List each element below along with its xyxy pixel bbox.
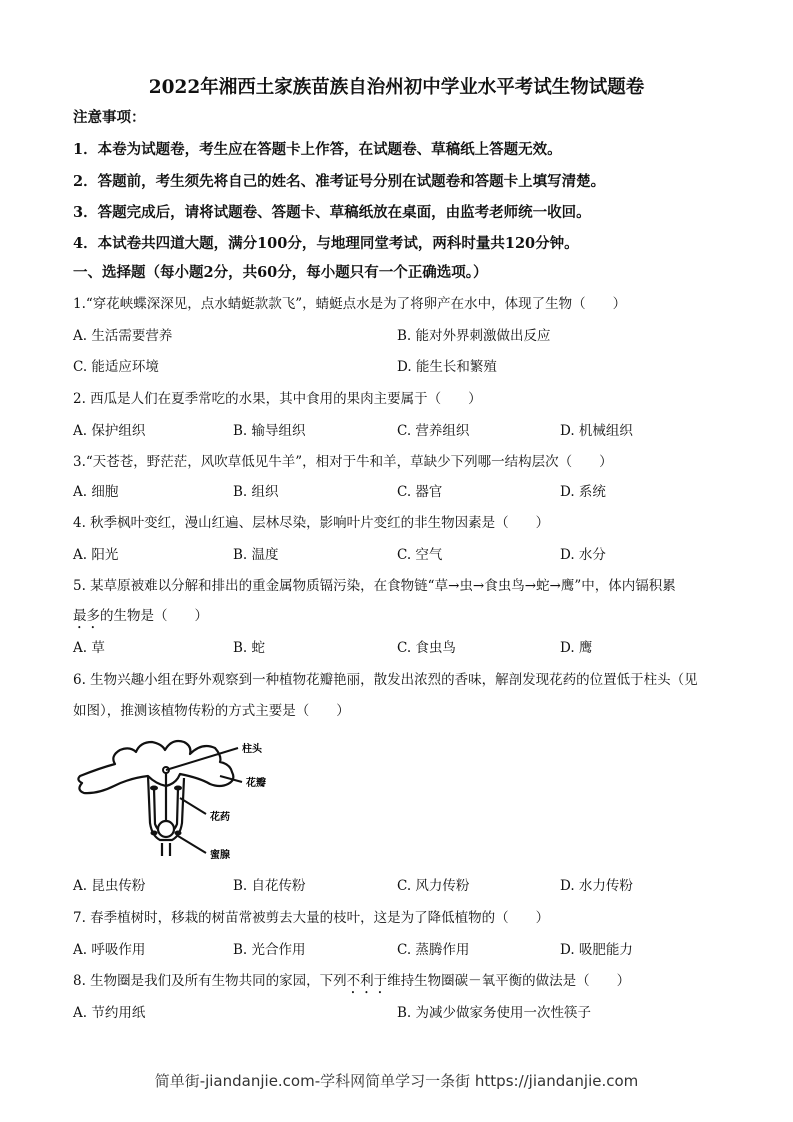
option-b: B. 输导组织 — [233, 423, 306, 439]
option-c: C. 风力传粉 — [397, 878, 470, 894]
flower-diagram — [70, 728, 295, 868]
option-b: B. 组织 — [233, 484, 279, 500]
option-a: A. 阳光 — [73, 547, 119, 563]
notice-heading: 注意事项： — [73, 109, 146, 126]
option-a: A. 呼吸作用 — [73, 942, 146, 958]
question-stem: 5. 某草原被难以分解和排出的重金属物质镉污染，在食物链“草→虫→食虫鸟→蛇→鹰”中，体内镉积累 — [73, 578, 676, 594]
option-d: D. 能生长和繁殖 — [397, 359, 497, 375]
label-petal: 花瓣 — [246, 778, 266, 789]
option-a: A. 昆虫传粉 — [73, 878, 146, 894]
option-c: C. 能适应环境 — [73, 359, 159, 375]
stem-rest: 维持生物圈碳－氧平衡的做法是（ ） — [387, 973, 631, 989]
option-d: D. 鹰 — [560, 640, 593, 656]
option-a: A. 细胞 — [73, 484, 119, 500]
option-a: A. 草 — [73, 640, 105, 656]
option-a: A. 生活需要营养 — [73, 328, 173, 344]
option-c: C. 空气 — [397, 547, 443, 563]
notice-item: 1．本卷为试题卷，考生应在答题卡上作答，在试题卷、草稿纸上答题无效。 — [73, 141, 562, 158]
question-stem: 4. 秋季枫叶变红，漫山红遍、层林尽染，影响叶片变红的非生物因素是（ ） — [73, 515, 550, 531]
notice-item: 2．答题前，考生须先将自己的姓名、准考证号分别在试题卷和答题卡上填写清楚。 — [73, 173, 606, 190]
question-stem: 1.“穿花峡蝶深深见，点水蜻蜓款款飞”，蜻蜓点水是为了将卵产在水中，体现了生物（ ） — [73, 296, 627, 312]
option-b: B. 为减少做家务使用一次性筷子 — [397, 1005, 592, 1021]
option-d: D. 机械组织 — [560, 423, 633, 439]
option-b: B. 蛇 — [233, 640, 266, 656]
question-stem: 6. 生物兴趣小组在野外观察到一种植物花瓣艳丽，散发出浓烈的香味，解剖发现花药的位置低于柱头（见 — [73, 672, 698, 688]
question-stem: 2. 西瓜是人们在夏季常吃的水果，其中食用的果肉主要属于（ ） — [73, 391, 482, 407]
question-stem: 7. 春季植树时，移栽的树苗常被剪去大量的枝叶，这是为了降低植物的（ ） — [73, 910, 550, 926]
question-stem-continued: 如图），推测该植物传粉的方式主要是（ ） — [73, 703, 350, 719]
stem-start: 8. 生物圈是我们及所有生物共同的家园，下列 — [73, 973, 347, 989]
option-b: B. 自花传粉 — [233, 878, 306, 894]
option-b: B. 能对外界刺激做出反应 — [397, 328, 551, 344]
section-heading: 一、选择题（每小题2分，共60分，每小题只有一个正确选项。） — [73, 264, 488, 281]
option-b: B. 温度 — [233, 547, 279, 563]
option-c: C. 蒸腾作用 — [397, 942, 470, 958]
option-c: C. 营养组织 — [397, 423, 470, 439]
option-d: D. 水分 — [560, 547, 606, 563]
question-stem — [73, 971, 630, 997]
label-anther: 花药 — [210, 812, 230, 823]
option-a: A. 保护组织 — [73, 423, 146, 439]
page-title: 2022年湘西土家族苗族自治州初中学业水平考试生物试题卷 — [148, 77, 645, 98]
option-b: B. 光合作用 — [233, 942, 306, 958]
notice-item: 4．本试卷共四道大题，满分100分，与地理同堂考试，两科时量共120分钟。 — [73, 235, 579, 252]
emphasis-text: 最多 — [73, 608, 100, 624]
question-stem-continued — [73, 606, 208, 632]
question-stem: 3.“天苍苍，野茫茫，风吹草低见牛羊”，相对于牛和羊，草缺少下列哪一结构层次（ ） — [73, 454, 613, 470]
footer-watermark: 简单街-jiandanjie.com-学科网简单学习一条街 https://jiandanjie.com — [154, 1072, 639, 1090]
option-a: A. 节约用纸 — [73, 1005, 146, 1021]
label-stigma: 柱头 — [242, 744, 262, 755]
option-d: D. 系统 — [560, 484, 606, 500]
stem-rest: 的生物是（ ） — [100, 608, 208, 624]
option-c: C. 器官 — [397, 484, 443, 500]
notice-item: 3．答题完成后，请将试题卷、答题卡、草稿纸放在桌面，由监考老师统一收回。 — [73, 204, 591, 221]
emphasis-text: 不利于 — [346, 973, 388, 989]
option-c: C. 食虫鸟 — [397, 640, 456, 656]
label-nectary: 蜜腺 — [210, 850, 230, 861]
option-d: D. 水力传粉 — [560, 878, 633, 894]
option-d: D. 吸肥能力 — [560, 942, 633, 958]
